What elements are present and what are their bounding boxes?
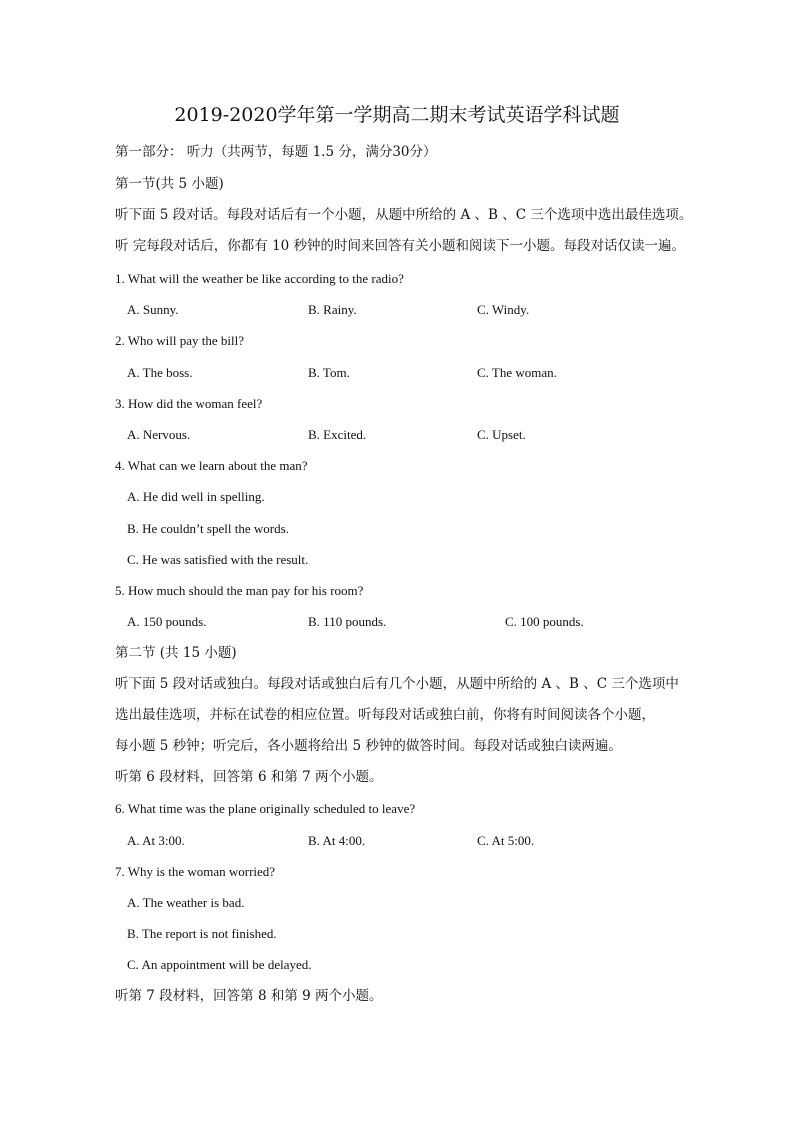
section1-instruction-line: 听 完每段对话后，你都有 10 秒钟的时间来回答有关小题和阅读下一小题。每段对话仅读一遍。: [115, 238, 686, 254]
option-c: C. Upset.: [477, 427, 526, 442]
question-stem-1: 1. What will the weather be like according to the radio?: [115, 271, 404, 286]
option-b: B. At 4:00.: [308, 833, 366, 848]
option-a: A. The boss.: [127, 365, 193, 380]
exam-title: 2019-2020学年第一学期高二期末考试英语学科试题: [174, 104, 620, 126]
option-c: C. 100 pounds.: [505, 614, 584, 629]
question-stem-6: 6. What time was the plane originally scheduled to leave?: [115, 801, 416, 816]
section2-instruction-line: 选出最佳选项，并标在试卷的相应位置。听每段对话或独白前，你将有时间阅读各个小题，: [115, 707, 655, 723]
option-c: C. At 5:00.: [477, 833, 535, 848]
question-stem-5: 5. How much should the man pay for his room?: [115, 583, 364, 598]
material-7-note: 听第 7 段材料，回答第 8 和第 9 两个小题。: [115, 988, 383, 1004]
section2-instruction-line: 每小题 5 秒钟；听完后，各小题将给出 5 秒钟的做答时间。每段对话或独白读两遍。: [115, 738, 622, 754]
option-c: C. The woman.: [477, 365, 557, 380]
option-b: B. The report is not finished.: [127, 926, 277, 941]
option-a: A. Sunny.: [127, 302, 179, 317]
option-c: C. Windy.: [477, 302, 530, 317]
option-b: B. Rainy.: [308, 302, 357, 317]
section2-heading: 第二节 (共 15 小题): [115, 645, 237, 661]
section2-instruction-line: 听下面 5 段对话或独白。每段对话或独白后有几个小题，从题中所给的 A 、B 、C 三个选项中: [115, 676, 679, 692]
option-c: C. He was satisfied with the result.: [127, 552, 309, 567]
question-stem-3: 3. How did the woman feel?: [115, 396, 263, 411]
option-b: B. He couldn’t spell the words.: [127, 521, 289, 536]
option-b: B. Tom.: [308, 365, 350, 380]
option-a: A. He did well in spelling.: [127, 489, 265, 504]
section1-heading: 第一节(共 5 小题): [115, 176, 224, 192]
option-a: A. At 3:00.: [127, 833, 185, 848]
option-a: A. Nervous.: [127, 427, 191, 442]
question-stem-4: 4. What can we learn about the man?: [115, 458, 308, 473]
question-stem-7: 7. Why is the woman worried?: [115, 864, 276, 879]
option-a: A. 150 pounds.: [127, 614, 207, 629]
part1-heading: 第一部分： 听力（共两节，每题 1.5 分，满分30分）: [115, 144, 437, 160]
option-c: C. An appointment will be delayed.: [127, 957, 312, 972]
section1-instruction-line: 听下面 5 段对话。每段对话后有一个小题，从题中所给的 A 、B 、C 三个选项中选出最佳选项。: [115, 207, 693, 223]
question-stem-2: 2. Who will pay the bill?: [115, 333, 245, 348]
material-6-note: 听第 6 段材料，回答第 6 和第 7 两个小题。: [115, 769, 383, 785]
option-b: B. 110 pounds.: [308, 614, 387, 629]
option-a: A. The weather is bad.: [127, 895, 245, 910]
option-b: B. Excited.: [308, 427, 367, 442]
